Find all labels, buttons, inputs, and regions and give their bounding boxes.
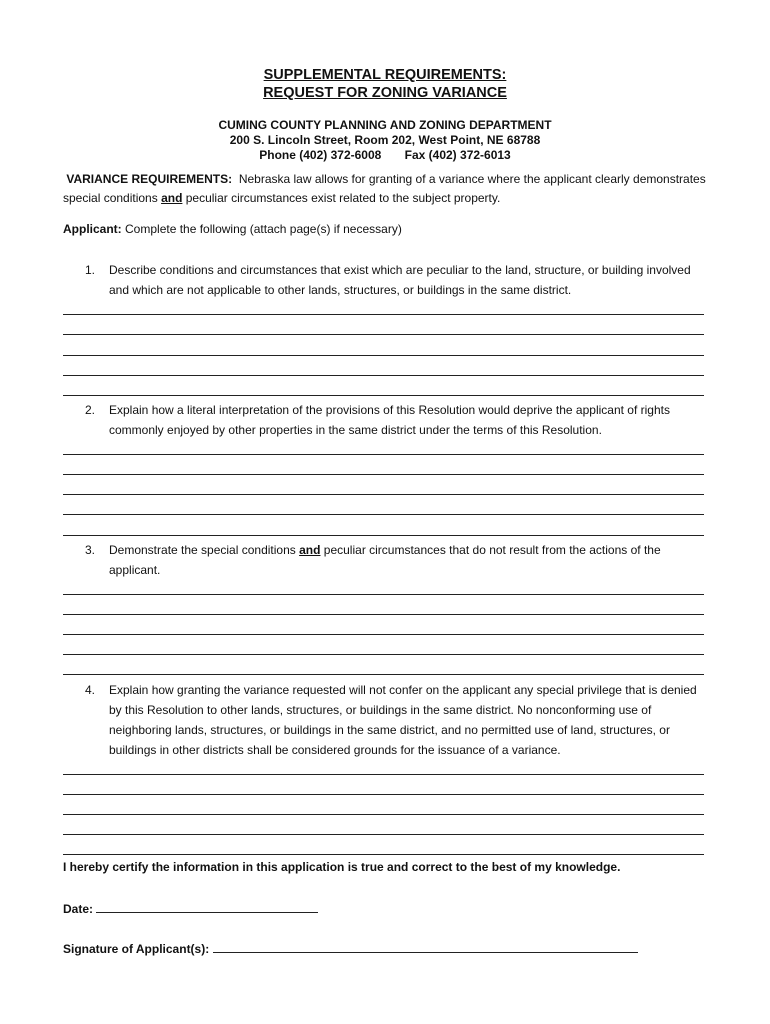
question-3-emph: and	[299, 543, 321, 557]
question-2	[85, 400, 705, 440]
question-2-number: 2.	[85, 403, 96, 417]
answer-4-line-1[interactable]	[63, 774, 704, 775]
question-4	[85, 680, 705, 760]
date-field[interactable]	[96, 900, 318, 913]
certification-statement: I hereby certify the information in this application is true and correct to the best of my knowledge.	[63, 860, 621, 874]
answer-3-line-5[interactable]	[63, 674, 704, 675]
answer-1-line-4[interactable]	[63, 375, 704, 376]
signature-label: Signature of Applicant(s):	[63, 942, 210, 956]
variance-requirements-emph: and	[161, 191, 183, 205]
department-address: 200 S. Lincoln Street, Room 202, West Point, NE 68788	[229, 133, 541, 147]
answer-4-line-4[interactable]	[63, 834, 704, 835]
department-contact	[0, 148, 770, 163]
form-title-line1: SUPPLEMENTAL REQUIREMENTS:	[263, 67, 507, 83]
applicant-label: Applicant:	[63, 222, 122, 236]
question-3-number: 3.	[85, 543, 96, 557]
date-row	[63, 900, 713, 919]
question-3-text-a: Demonstrate the special conditions	[109, 543, 300, 557]
department-name: CUMING COUNTY PLANNING AND ZONING DEPARTMENT	[218, 118, 552, 132]
answer-2-line-1[interactable]	[63, 454, 704, 455]
question-2-text: Explain how a literal interpretation of the provisions of this Resolution would deprive the applicant of rights commonly enjoyed by other properties in the same district under the terms of this Resolution.	[109, 403, 670, 437]
answer-3-line-3[interactable]	[63, 634, 704, 635]
question-1-text: Describe conditions and circumstances that exist which are peculiar to the land, structure, or building involved and which are not applicable to other lands, structures, or buildings in the same district.	[109, 263, 691, 297]
answer-2-line-5[interactable]	[63, 535, 704, 536]
department-phone: Phone (402) 372-6008	[259, 148, 382, 162]
form-title-line2: REQUEST FOR ZONING VARIANCE	[263, 85, 507, 101]
signature-row	[63, 940, 713, 959]
variance-requirements-paragraph	[63, 170, 713, 208]
answer-4-line-2[interactable]	[63, 794, 704, 795]
answer-4-line-3[interactable]	[63, 814, 704, 815]
answer-2-line-3[interactable]	[63, 494, 704, 495]
answer-1-line-5[interactable]	[63, 395, 704, 396]
answer-4-line-5[interactable]	[63, 854, 704, 855]
answer-2-line-4[interactable]	[63, 514, 704, 515]
answer-2-line-2[interactable]	[63, 474, 704, 475]
department-fax: Fax (402) 372-6013	[404, 148, 511, 162]
variance-requirements-text-b: peculiar circumstances exist related to the subject property.	[182, 191, 501, 205]
variance-requirements-text-a: Nebraska law allows for granting of a variance where the applicant clearly demonstrates special conditions	[63, 172, 706, 205]
question-4-text: Explain how granting the variance requested will not confer on the applicant any special privilege that is denied by this Resolution to other lands, structures, or buildings in the same district. No nonconforming use of neighboring lands, structures, or buildings in the same district, and no permitted use of land, structures, or buildings in other districts shall be considered grounds for the issuance of a variance.	[109, 683, 697, 757]
question-1-number: 1.	[85, 263, 96, 277]
applicant-instruction	[63, 220, 713, 239]
date-label: Date:	[63, 902, 94, 916]
question-3-text-b: peculiar circumstances that do not result from the actions of the applicant.	[109, 543, 661, 577]
signature-field[interactable]	[213, 940, 638, 953]
variance-requirements-label: VARIANCE REQUIREMENTS:	[66, 172, 233, 186]
question-3	[85, 540, 705, 580]
answer-3-line-4[interactable]	[63, 654, 704, 655]
answer-3-line-1[interactable]	[63, 594, 704, 595]
question-4-number: 4.	[85, 683, 96, 697]
question-3-text	[109, 540, 705, 580]
answer-1-line-1[interactable]	[63, 314, 704, 315]
answer-3-line-2[interactable]	[63, 614, 704, 615]
question-1	[85, 260, 705, 300]
answer-1-line-2[interactable]	[63, 334, 704, 335]
applicant-text: Complete the following (attach page(s) if necessary)	[125, 222, 402, 236]
answer-1-line-3[interactable]	[63, 355, 704, 356]
